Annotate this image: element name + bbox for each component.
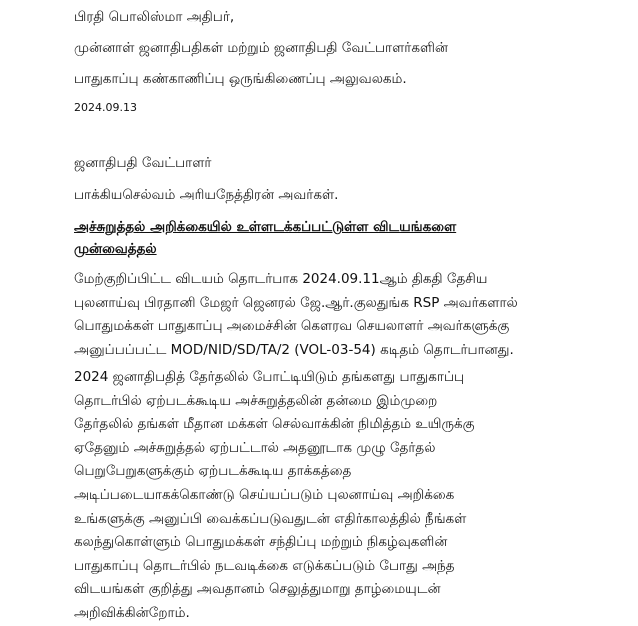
paragraph-1-line: அனுப்பப்பட்ட MOD/NID/SD/TA/2 (VOL-03-54) கடிதம் தொடர்பானது.	[74, 341, 514, 358]
copy-to-line-1: பிரதி பொலிஸ்மா அதிபர்,	[74, 9, 235, 25]
paragraph-2-line: கலந்துகொள்ளும் பொதுமக்கள் சந்திப்பு மற்றும் நிகழ்வுகளின்	[74, 534, 448, 551]
paragraph-1-line: மேற்குறிப்பிட்ட விடயம் தொடர்பாக 2024.09.11ஆம் திகதி தேசிய	[74, 271, 488, 287]
paragraph-2-line: அறிவிக்கின்றோம்.	[74, 604, 190, 621]
paragraph-2-line: ஏதேனும் அச்சுறுத்தல் ஏற்பட்டால் அதனூடாக முழு தேர்தல்	[74, 439, 436, 456]
paragraph-1	[74, 268, 594, 362]
letter-date: 2024.09.13	[74, 101, 137, 114]
subject-line-1: அச்சுறுத்தல் அறிக்கையில் உள்ளடக்கப்பட்டுள்ள விடயங்களை	[74, 219, 457, 235]
copy-to-line-3: பாதுகாப்பு கண்காணிப்பு ஒருங்கிணைப்பு அலுவலகம்.	[74, 71, 407, 87]
paragraph-2-line: உங்களுக்கு அனுப்பி வைக்கப்படுவதுடன் எதிர்காலத்தில் நீங்கள்	[74, 510, 467, 527]
subject-line-2: முன்வைத்தல்	[74, 241, 157, 257]
copy-to-line-2: முன்னாள் ஜனாதிபதிகள் மற்றும் ஜனாதிபதி வேட்பாளர்களின்	[74, 40, 448, 56]
paragraph-2-line: விடயங்கள் குறித்து அவதானம் செலுத்துமாறு தாழ்மையுடன்	[74, 581, 441, 598]
addressee-line-1: ஜனாதிபதி வேட்பாளர்	[74, 155, 212, 171]
paragraph-2-line: 2024 ஜனாதிபதித் தேர்தலில் போட்டியிடும் தங்களது பாதுகாப்பு	[74, 369, 465, 385]
paragraph-2-line: பெறுபேறுகளுக்கும் ஏற்படக்கூடிய தாக்கத்தை	[74, 463, 352, 480]
paragraph-2-line: தேர்தலில் தங்கள் மீதான மக்கள் செல்வாக்கின் நிமித்தம் உயிருக்கு	[74, 416, 475, 433]
addressee-line-2: பாக்கியசெல்வம் அரியநேத்திரன் அவர்கள்.	[74, 187, 339, 203]
paragraph-1-line: பொதுமக்கள் பாதுகாப்பு அமைச்சின் கௌரவ செயலாளர் அவர்களுக்கு	[74, 318, 510, 335]
paragraph-2-line: பாதுகாப்பு தொடர்பில் நடவடிக்கை எடுக்கப்படும் போது அந்த	[74, 557, 455, 574]
paragraph-2-line: அடிப்படையாகக்கொண்டு செய்யப்படும் புலனாய்வு அறிக்கை	[74, 486, 455, 503]
paragraph-1-line: புலனாய்வு பிரதானி மேஜர் ஜெனரல் ஜே.ஆர்.குலதுங்க RSP அவர்களால்	[74, 294, 518, 311]
paragraph-2	[74, 366, 594, 626]
paragraph-2-line: தொடர்பில் ஏற்படக்கூடிய அச்சுறுத்தலின் தன்மை இம்முறை	[74, 392, 438, 409]
